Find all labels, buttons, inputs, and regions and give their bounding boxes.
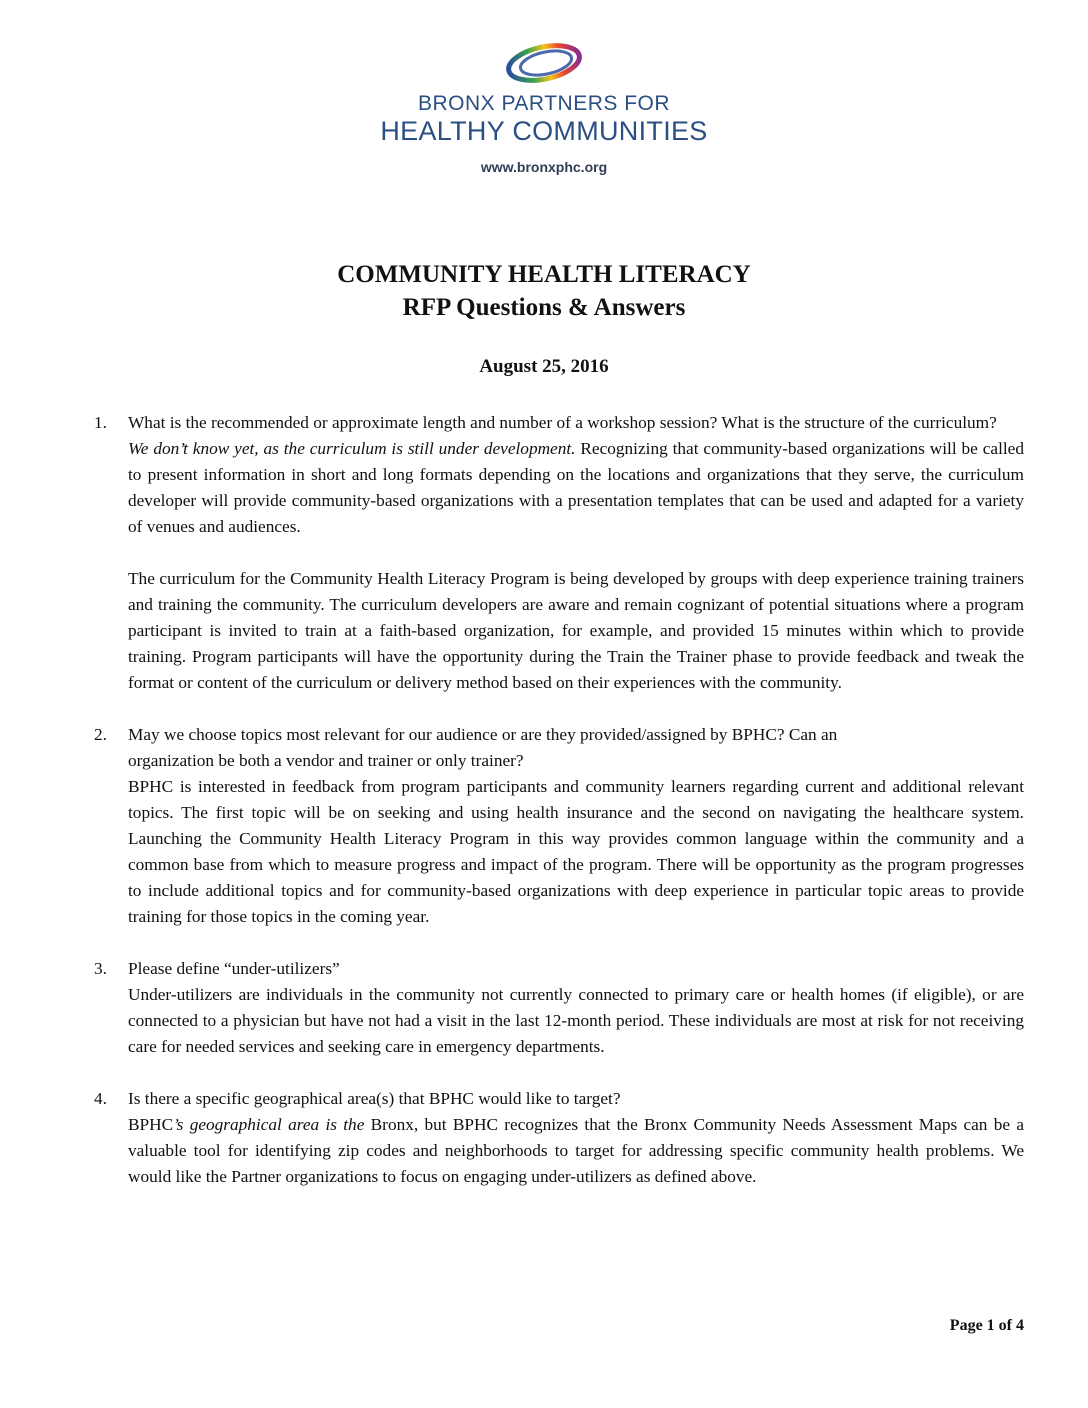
page-number: Page 1 of 4 [949,1317,1024,1334]
question-text: Please define “under-utilizers” [128,959,340,978]
rainbow-ellipse-logo-icon [499,40,589,86]
answer-italic-lead: We don’t know yet, as the curriculum is still under development. [128,439,576,458]
answer-paragraph-1 [128,436,1024,540]
qa-item-2 [94,722,1024,930]
title-line2: RFP Questions & Answers [402,294,686,321]
qa-list [94,410,1025,1216]
answer-rest: Bronx, but BPHC recognizes that the Bronx Community Needs Assessment Maps can be a valuable tool for identifying zip codes and neighborhoods to target for addressing specific community health problems. We would like the Partner organizations to focus on engaging under-utilizers as defined above. [128,1115,1025,1186]
org-name-line1: BRONX PARTNERS FOR [417,92,671,115]
qa-item-1 [94,410,1024,696]
item-number: 3. [94,959,107,978]
title-line1: COMMUNITY HEALTH LITERACY [337,261,751,288]
document-date: August 25, 2016 [479,356,609,377]
answer-text [128,1112,1024,1190]
question-text: What is the recommended or approximate length and number of a workshop session? What is the structure of the curriculum? [128,413,997,432]
document-title [0,258,1088,324]
answer-paragraph-2: The curriculum for the Community Health Literacy Program is being developed by groups with deep experience training trainers and training the community. The curriculum developers are aware and remain cognizant of potential situations where a program participant is invited to train at a faith-based organization, for example, and provided 15 minutes within which to provide training. Program participants will have the opportunity during the Train the Trainer phase to provide feedback and tweak the format or content of the curriculum or delivery method based on their experiences with the community. [128,569,1024,692]
header-logo-block [0,40,1088,175]
qa-item-3 [94,956,1024,1060]
org-website: www.bronxphc.org [480,159,608,175]
item-number: 4. [94,1089,107,1108]
question-text: Is there a specific geographical area(s) that BPHC would like to target? [128,1089,621,1108]
answer-rest: Recognizing that community-based organizations will be called to present information in short and long formats depending on the locations and organizations that they serve, the curriculum developer will provide community-based organizations with a presentation templates that can be used and adapted for a variety of venues and audiences. [128,439,1024,536]
answer-italic: ’s geographical area is the [173,1115,365,1134]
question-text-line1: May we choose topics most relevant for our audience or are they provided/assigned by BPHC? Can an [128,725,838,744]
question-text-line2: organization be both a vendor and trainer or only trainer? [128,751,524,770]
answer-text [128,436,1024,696]
qa-item-4 [94,1086,1025,1190]
item-number: 2. [94,725,107,744]
answer-pre: BPHC [128,1115,174,1134]
org-name-line2: HEALTHY COMMUNITIES [380,116,708,146]
answer-text: Under-utilizers are individuals in the community not currently connected to primary care or health homes (if eligible), or are connected to a physician but have not had a visit in the last 12-month period. These individuals are most at risk for not receiving care for needed services and seeking care in emergency departments. [128,985,1024,1056]
item-number: 1. [94,413,107,432]
answer-text: BPHC is interested in feedback from program participants and community learners regarding current and additional relevant topics. The first topic will be on seeking and using health insurance and the second on navigating the healthcare system. Launching the Community Health Literacy Program in this way provides common language within the community and a common base from which to measure progress and impact of the program. There will be opportunity as the program progresses to include additional topics and for community-based organizations with deep experience in particular topic areas to provide training for those topics in the coming year. [128,777,1024,926]
